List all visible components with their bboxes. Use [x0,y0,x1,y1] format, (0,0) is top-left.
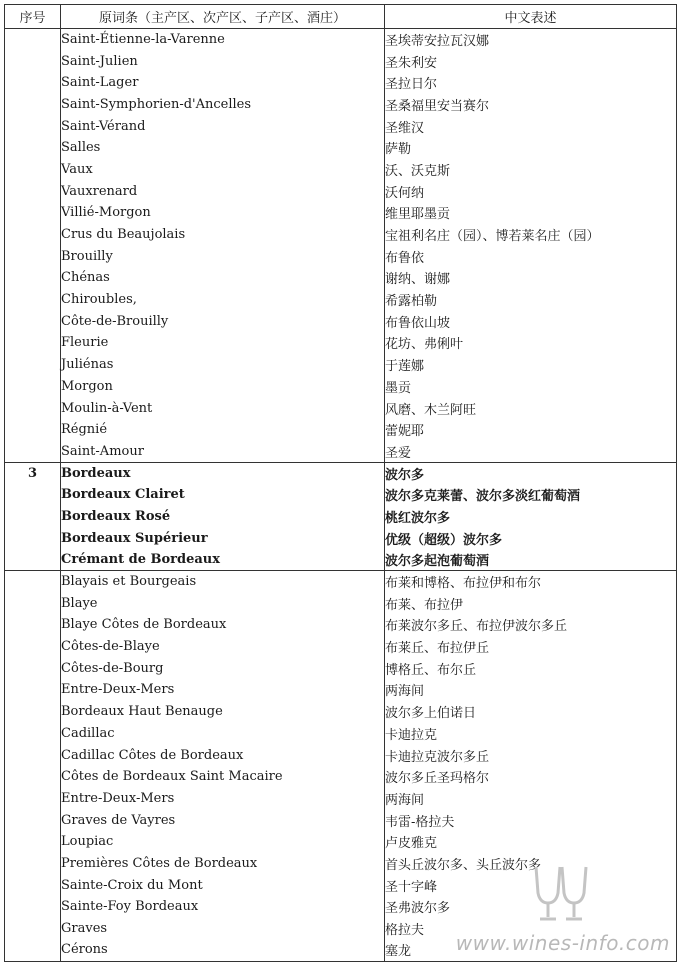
watermark-url: www.wines-info.com [455,931,670,955]
row-number [5,809,61,831]
row-number [5,159,61,181]
original-term: Régnié [61,419,385,441]
table-row [5,744,677,766]
original-term: Blaye Côtes de Bordeaux [61,614,385,636]
original-term: Côtes de Bordeaux Saint Macaire [61,766,385,788]
table-row [5,397,677,419]
header-chinese-term: 中文表述 [385,5,677,29]
original-term: Bordeaux Clairet [61,484,385,506]
chinese-term: 圣弗波尔多 [385,896,677,918]
row-number [5,766,61,788]
table-row [5,267,677,289]
row-number [5,549,61,571]
table-row [5,72,677,94]
row-number [5,744,61,766]
row-number [5,115,61,137]
row-number: 3 [5,462,61,484]
chinese-term: 塞龙 [385,939,677,961]
original-term: Bordeaux Rosé [61,506,385,528]
table-header-row [5,5,677,29]
table-row [5,679,677,701]
row-number [5,701,61,723]
table-row [5,462,677,484]
original-term: Cadillac Côtes de Bordeaux [61,744,385,766]
row-number [5,506,61,528]
table-row [5,332,677,354]
row-number [5,636,61,658]
table-row [5,50,677,72]
table-row [5,310,677,332]
original-term: Cadillac [61,723,385,745]
table-row [5,723,677,745]
original-term: Juliénas [61,354,385,376]
row-number [5,614,61,636]
chinese-term: 桃红波尔多 [385,506,677,528]
original-term: Saint-Symphorien-d'Ancelles [61,94,385,116]
original-term: Premières Côtes de Bordeaux [61,853,385,875]
wine-region-table [4,4,677,962]
chinese-term: 沃何纳 [385,180,677,202]
chinese-term: 蕾妮耶 [385,419,677,441]
row-number [5,788,61,810]
row-number [5,267,61,289]
chinese-term: 布莱波尔多丘、布拉伊波尔多丘 [385,614,677,636]
chinese-term: 墨贡 [385,376,677,398]
original-term: Brouilly [61,245,385,267]
original-term: Côte-de-Brouilly [61,310,385,332]
row-number [5,50,61,72]
header-original-term: 原词条（主产区、次产区、子产区、酒庄） [61,5,385,29]
table-row [5,571,677,593]
original-term: Saint-Étienne-la-Varenne [61,29,385,51]
table-row [5,115,677,137]
row-number [5,332,61,354]
original-term: Saint-Vérand [61,115,385,137]
row-number [5,571,61,593]
original-term: Chénas [61,267,385,289]
row-number [5,180,61,202]
chinese-term: 圣埃蒂安拉瓦汉娜 [385,29,677,51]
original-term: Côtes-de-Blaye [61,636,385,658]
chinese-term: 希露柏勒 [385,289,677,311]
row-number [5,397,61,419]
original-term: Saint-Amour [61,441,385,463]
row-number [5,874,61,896]
row-number [5,939,61,961]
original-term: Graves [61,918,385,940]
original-term: Graves de Vayres [61,809,385,831]
original-term: Villié-Morgon [61,202,385,224]
table-row [5,137,677,159]
row-number [5,94,61,116]
original-term: Entre-Deux-Mers [61,679,385,701]
row-number [5,441,61,463]
chinese-term: 萨勒 [385,137,677,159]
row-number [5,419,61,441]
table-row [5,809,677,831]
row-number [5,592,61,614]
original-term: Loupiac [61,831,385,853]
chinese-term: 圣朱利安 [385,50,677,72]
row-number [5,310,61,332]
row-number [5,679,61,701]
table-row [5,419,677,441]
chinese-term: 韦雷-格拉夫 [385,809,677,831]
table-row [5,289,677,311]
original-term: Saint-Lager [61,72,385,94]
row-number [5,245,61,267]
chinese-term: 波尔多上伯诺日 [385,701,677,723]
row-number [5,376,61,398]
table-row [5,94,677,116]
row-number [5,484,61,506]
chinese-term: 布鲁依 [385,245,677,267]
original-term: Morgon [61,376,385,398]
table-row [5,224,677,246]
chinese-term: 波尔多 [385,462,677,484]
chinese-term: 格拉夫 [385,918,677,940]
chinese-term: 花坊、弗俐叶 [385,332,677,354]
row-number [5,72,61,94]
table-row [5,376,677,398]
chinese-term: 风磨、木兰阿旺 [385,397,677,419]
original-term: Bordeaux Supérieur [61,527,385,549]
row-number [5,224,61,246]
row-number [5,289,61,311]
table-row [5,701,677,723]
table-row [5,527,677,549]
chinese-term: 波尔多克莱蕾、波尔多淡红葡萄酒 [385,484,677,506]
chinese-term: 宝祖利名庄（园）、博若莱名庄（园） [385,224,677,246]
original-term: Moulin-à-Vent [61,397,385,419]
table-row [5,484,677,506]
header-number: 序号 [5,5,61,29]
row-number [5,137,61,159]
row-number [5,657,61,679]
original-term: Sainte-Croix du Mont [61,874,385,896]
chinese-term: 波尔多起泡葡萄酒 [385,549,677,571]
chinese-term: 布莱丘、布拉伊丘 [385,636,677,658]
table-row [5,29,677,51]
original-term: Salles [61,137,385,159]
table-row [5,788,677,810]
chinese-term: 布鲁依山坡 [385,310,677,332]
chinese-term: 维里耶墨贡 [385,202,677,224]
chinese-term: 优级（超级）波尔多 [385,527,677,549]
table-row [5,506,677,528]
table-row [5,614,677,636]
original-term: Saint-Julien [61,50,385,72]
chinese-term: 波尔多丘圣玛格尔 [385,766,677,788]
table-row [5,592,677,614]
original-term: Côtes-de-Bourg [61,657,385,679]
table-row [5,354,677,376]
chinese-term: 两海间 [385,788,677,810]
table-row [5,831,677,853]
table-row [5,636,677,658]
original-term: Fleurie [61,332,385,354]
original-term: Cérons [61,939,385,961]
chinese-term: 两海间 [385,679,677,701]
table-row [5,202,677,224]
original-term: Crémant de Bordeaux [61,549,385,571]
chinese-term: 圣拉日尔 [385,72,677,94]
original-term: Blaye [61,592,385,614]
chinese-term: 圣爱 [385,441,677,463]
chinese-term: 博格丘、布尔丘 [385,657,677,679]
site-watermark [455,863,670,955]
original-term: Blayais et Bourgeais [61,571,385,593]
chinese-term: 布莱和博格、布拉伊和布尔 [385,571,677,593]
row-number [5,29,61,51]
chinese-term: 谢纳、谢娜 [385,267,677,289]
chinese-term: 卡迪拉克波尔多丘 [385,744,677,766]
row-number [5,918,61,940]
chinese-term: 圣维汉 [385,115,677,137]
row-number [5,831,61,853]
row-number [5,896,61,918]
original-term: Vauxrenard [61,180,385,202]
chinese-term: 圣桑福里安当赛尔 [385,94,677,116]
chinese-term: 圣十字峰 [385,874,677,896]
original-term: Crus du Beaujolais [61,224,385,246]
table-row [5,766,677,788]
original-term: Vaux [61,159,385,181]
original-term: Chiroubles, [61,289,385,311]
table-row [5,441,677,463]
row-number [5,354,61,376]
row-number [5,202,61,224]
original-term: Sainte-Foy Bordeaux [61,896,385,918]
table-row [5,657,677,679]
row-number [5,527,61,549]
row-number [5,723,61,745]
chinese-term: 沃、沃克斯 [385,159,677,181]
table-row [5,180,677,202]
row-number [5,853,61,875]
wine-glass-logo [528,863,592,923]
chinese-term: 于莲娜 [385,354,677,376]
chinese-term: 卡迪拉克 [385,723,677,745]
original-term: Bordeaux Haut Benauge [61,701,385,723]
chinese-term: 布莱、布拉伊 [385,592,677,614]
table-row [5,159,677,181]
original-term: Bordeaux [61,462,385,484]
table-row [5,549,677,571]
table-row [5,245,677,267]
chinese-term: 首头丘波尔多、头丘波尔多 [385,853,677,875]
original-term: Entre-Deux-Mers [61,788,385,810]
chinese-term: 卢皮雅克 [385,831,677,853]
